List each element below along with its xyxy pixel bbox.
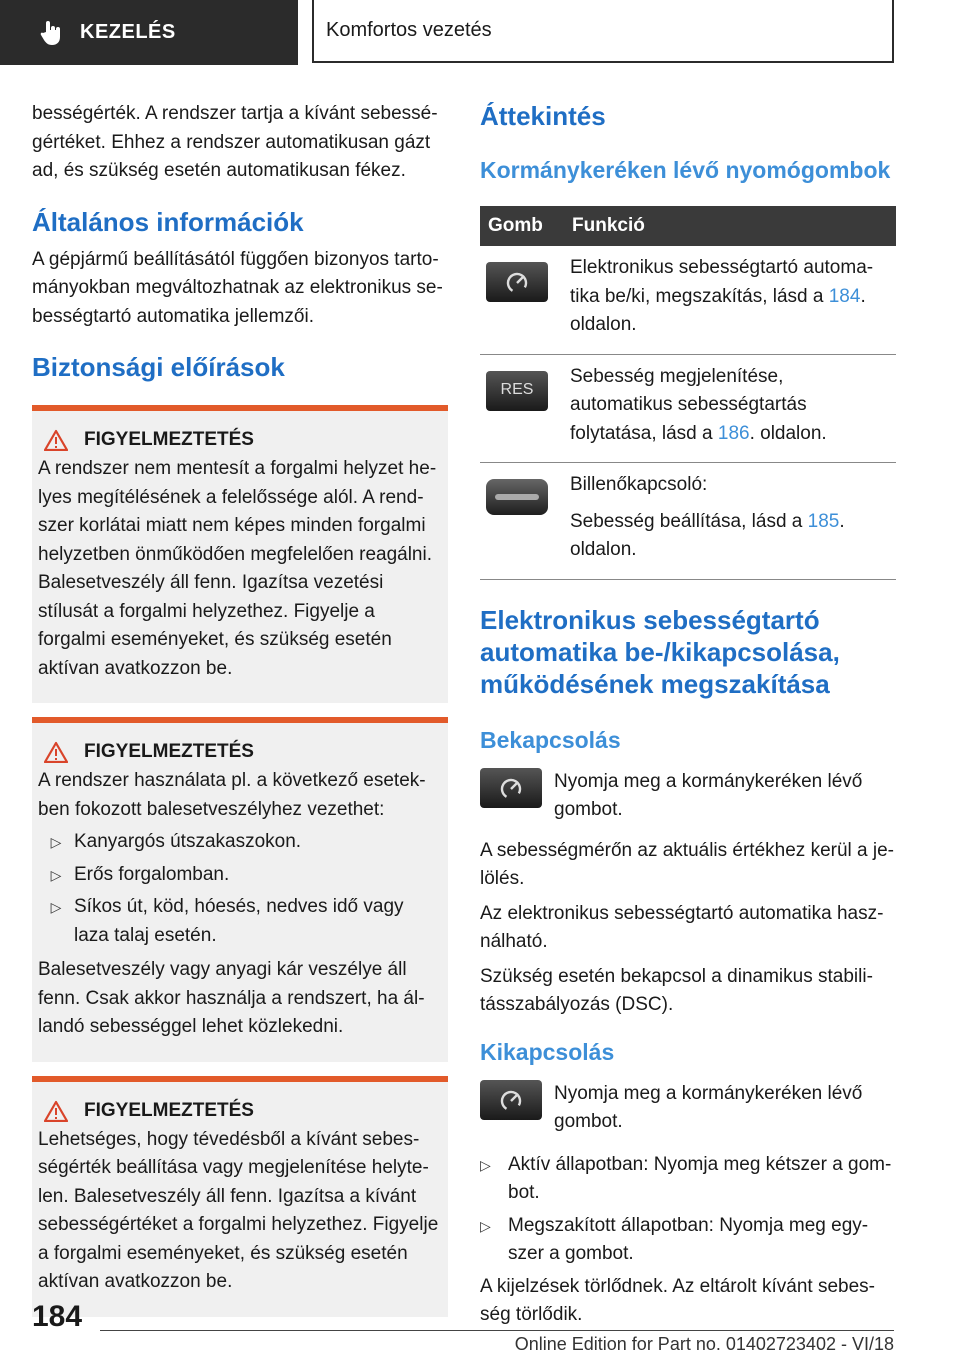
heading-steering-buttons: Kormánykeréken lévő nyomógombok [480, 157, 891, 183]
heading-switch-on: Bekapcsolás [480, 726, 621, 753]
cruise-control-button-icon [480, 768, 542, 808]
section-title-text: Komfortos vezetés [326, 19, 492, 41]
list-item-text: Erős forgalomban. [74, 863, 230, 885]
left-column [32, 100, 448, 1317]
bullet-icon: ▷ [480, 1217, 491, 1234]
function-text: . oldalon. [570, 510, 845, 560]
list-item-text: Síkos út, köd, hóesés, nedves idő vagy laza talaj esetén. [74, 896, 404, 946]
edition-text: Online Edition for Part no. 01402723402 - VI/18 [514, 1334, 894, 1354]
list-item [480, 1151, 896, 1208]
bullet-icon: ▷ [50, 899, 62, 915]
bullet-icon: ▷ [480, 1156, 491, 1173]
instruction-text: Nyomja meg a kormánykeréken lévő gombot. [554, 1082, 863, 1132]
paragraph: A kijelzések törlődnek. Az eltárolt kívánt sebesség törlődik. [480, 1275, 875, 1325]
list-item-text: Aktív állapotban: Nyomja meg kétszer a gombot. [508, 1153, 892, 1203]
chapter-tab [0, 0, 298, 65]
button-instruction [480, 1080, 896, 1137]
function-text: Billenőkapcsoló: [570, 474, 708, 495]
page-link[interactable]: 186 [717, 422, 750, 444]
warning-text: Lehetséges, hogy tévedésből a kívánt sebességérték beállítása vagy megjelenítése helytelen. Balesetveszély áll fenn. Igazítsa a kívánt sebességértéket a forgalmi helyzethez. Figyelje a forgalmi eseményeket, és szükség esetén aktívan avatkozzon be. [38, 1128, 439, 1292]
page-link[interactable]: 185 [807, 510, 840, 532]
table-row [480, 354, 896, 463]
heading-switch-off: Kikapcsolás [480, 1038, 615, 1065]
paragraph: A sebességmérőn az aktuális értékhez kerül a jelölés. [480, 839, 894, 889]
list-item [38, 861, 440, 890]
table-row [480, 463, 896, 580]
instruction-text: Nyomja meg a kormánykeréken lévő gombot. [554, 770, 863, 820]
res-button-icon: RES [486, 371, 548, 411]
warning-title: FIGYELMEZTETÉS [84, 741, 254, 762]
heading-safety: Biztonsági előírások [32, 352, 285, 382]
page-link[interactable]: 184 [828, 285, 861, 307]
section-title [312, 0, 894, 63]
function-text: . oldalon. [749, 422, 827, 444]
right-column [480, 100, 896, 1330]
paragraph: Az elektronikus sebességtartó automatika használható. [480, 902, 884, 952]
warning-box [32, 717, 448, 1062]
warning-title: FIGYELMEZTETÉS [84, 429, 254, 450]
list-item-text: Megszakított állapotban: Nyomja meg egyszer a gombot. [508, 1214, 869, 1264]
column-header: Funkció [564, 206, 896, 246]
paragraph: Szükség esetén bekapcsol a dinamikus stabilitásszabályozás (DSC). [480, 965, 873, 1015]
warning-icon [44, 1100, 68, 1122]
hand-icon [40, 20, 64, 46]
list-item [38, 893, 440, 950]
warning-text: A rendszer használata pl. a következő esetekben fokozott balesetveszélyhez vezethet: [38, 770, 426, 820]
general-paragraph: A gépjármű beállításától függően bizonyos tartományokban megváltozhatnak az elektronikus sebességtartó automatika jellemzői. [32, 248, 443, 327]
function-text: Sebesség beállítása, lásd a [570, 510, 808, 532]
cruise-control-button-icon [480, 1080, 542, 1120]
function-text: . oldalon. [570, 285, 866, 335]
button-instruction [480, 768, 896, 825]
warning-box [32, 1076, 448, 1317]
warning-text-after: Balesetveszély vagy anyagi kár veszélye áll fenn. Csak akkor használja a rendszert, ha állandó sebességgel lehet közlekedni. [38, 959, 425, 1037]
footer-divider [100, 1330, 894, 1331]
list-item [38, 828, 440, 857]
warning-box [32, 405, 448, 703]
page-number: 184 [32, 1300, 83, 1333]
button-function-table [480, 206, 896, 580]
warning-icon [44, 741, 68, 763]
warning-title: FIGYELMEZTETÉS [84, 1099, 254, 1121]
rocker-switch-icon [486, 479, 548, 515]
list-item-text: Kanyargós útszakaszokon. [74, 831, 302, 852]
function-text: Sebesség megjelenítése, automatikus sebességtartás folytatása, lásd a [570, 365, 807, 444]
heading-onoff: Elektronikus sebességtartó automatika be-/kikapcsolása, működésének megszakítása [480, 604, 840, 699]
bullet-icon: ▷ [50, 834, 62, 850]
column-header: Gomb [480, 206, 564, 246]
cruise-control-button-icon [486, 262, 548, 302]
intro-paragraph: bességérték. A rendszer tartja a kívánt sebességértéket. Ehhez a rendszer automatikusan gázt ad, és szükség esetén automatikusan fékez. [32, 103, 438, 181]
function-text: Elektronikus sebességtartó automatika be/ki, megszakítás, lásd a [570, 257, 874, 307]
heading-general: Általános információk [32, 206, 304, 237]
warning-text: A rendszer nem mentesít a forgalmi helyzet helyes megítélésének a felelőssége alól. A rendszer korlátai miatt nem képes minden forgalmi helyzetben önműködően megfelelően reagálni. Balesetveszély áll fenn. Igazítsa vezetési stílusát a forgalmi helyzethez. Figyelje a forgalmi eseményeket, és szükség esetén aktívan avatkozzon be. [38, 458, 437, 679]
bullet-icon: ▷ [50, 866, 62, 883]
warning-icon [44, 429, 68, 451]
chapter-label: KEZELÉS [80, 21, 176, 43]
heading-overview: Áttekintés [480, 101, 606, 131]
list-item [480, 1212, 896, 1269]
table-row [480, 246, 896, 354]
